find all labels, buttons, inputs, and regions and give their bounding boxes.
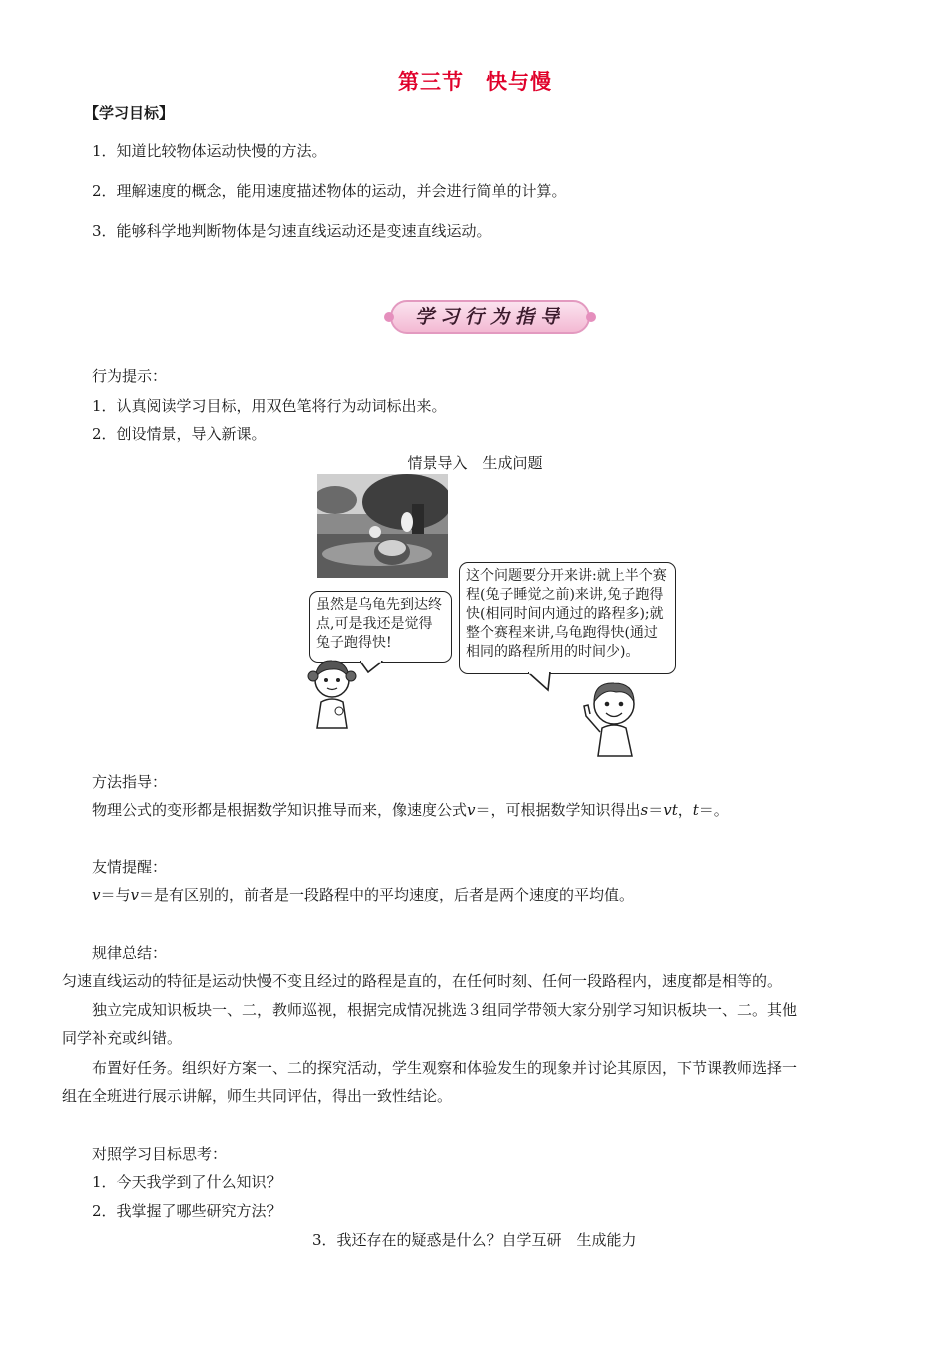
scene-caption: 情景导入 生成问题 <box>407 454 543 472</box>
reflect-item-1: 1．今天我学到了什么知识？ <box>92 1173 282 1191</box>
method-text <box>92 800 729 820</box>
objective-item-1: 1．知道比较物体运动快慢的方法。 <box>92 142 327 160</box>
objectives-heading: 【学习目标】 <box>84 104 175 122</box>
speech-bubble-girl: 虽然是乌龟先到达终点,可是我还是觉得兔子跑得快! <box>309 591 452 663</box>
summary-paragraph-3b: 组在全班进行展示讲解，师生共同评估，得出一致性结论。 <box>62 1087 453 1105</box>
method-end: ＝。 <box>698 801 729 819</box>
reflect-heading: 对照学习目标思考： <box>92 1145 228 1163</box>
page-title: 第三节 快与慢 <box>398 70 552 94</box>
summary-paragraph-1: 匀速直线运动的特征是运动快慢不变且经过的路程是直的，在任何时刻、任何一段路程内，速度都是相等的。 <box>62 972 783 990</box>
summary-paragraph-2a: 独立完成知识板块一、二，教师巡视，根据完成情况挑选３组同学带领大家分别学习知识板块一、二。其他 <box>92 1001 798 1019</box>
method-comma: ， <box>677 801 693 819</box>
behavior-heading: 行为提示： <box>92 367 168 385</box>
section-banner: 学习行为指导 <box>390 300 590 334</box>
bubble-tail-boy <box>528 672 554 692</box>
method-heading: 方法指导： <box>92 773 168 791</box>
objective-item-3: 3．能够科学地判断物体是匀速直线运动还是变速直线运动。 <box>92 222 492 240</box>
boy-character-icon <box>576 676 648 758</box>
method-eq: ＝，可根据数学知识得出 <box>475 801 641 819</box>
cartoon-scene-image <box>317 474 448 578</box>
reflect-item-3: 3．我还存在的疑惑是什么？自学互研 生成能力 <box>312 1231 637 1249</box>
behavior-item-2: 2．创设情景，导入新课。 <box>92 425 267 443</box>
bubble-tail-girl <box>360 661 384 673</box>
method-vt: vt <box>663 801 678 819</box>
reminder-p1: ＝与 <box>100 886 131 904</box>
reminder-v2: v <box>130 886 139 904</box>
method-s: s <box>640 801 649 819</box>
reflect-item-2: 2．我掌握了哪些研究方法？ <box>92 1202 282 1220</box>
objective-item-2: 2．理解速度的概念，能用速度描述物体的运动，并会进行简单的计算。 <box>92 182 567 200</box>
method-t: t <box>692 801 699 819</box>
reminder-p2: ＝是有区别的，前者是一段路程中的平均速度，后者是两个速度的平均值。 <box>138 886 634 904</box>
reminder-heading: 友情提醒： <box>92 858 168 876</box>
reminder-text <box>92 885 634 905</box>
summary-paragraph-3a: 布置好任务。组织好方案一、二的探究活动，学生观察和体验发生的现象并讨论其原因，下节课教师选择一 <box>92 1059 798 1077</box>
girl-character-icon <box>303 656 361 732</box>
speech-bubble-boy: 这个问题要分开来讲:就上半个赛程(兔子睡觉之前)来讲,兔子跑得快(相同时间内通过的路程多);就整个赛程来讲,乌龟跑得快(通过相同的路程所用的时间少)。 <box>459 562 676 674</box>
summary-heading: 规律总结： <box>92 944 168 962</box>
summary-paragraph-2b: 同学补充或纠错。 <box>62 1029 183 1047</box>
reminder-v1: v <box>92 886 101 904</box>
method-v: v <box>467 801 476 819</box>
method-eq2: ＝ <box>648 801 664 819</box>
behavior-item-1: 1．认真阅读学习目标，用双色笔将行为动词标出来。 <box>92 397 447 415</box>
method-text-a: 物理公式的变形都是根据数学知识推导而来，像速度公式 <box>92 801 468 819</box>
